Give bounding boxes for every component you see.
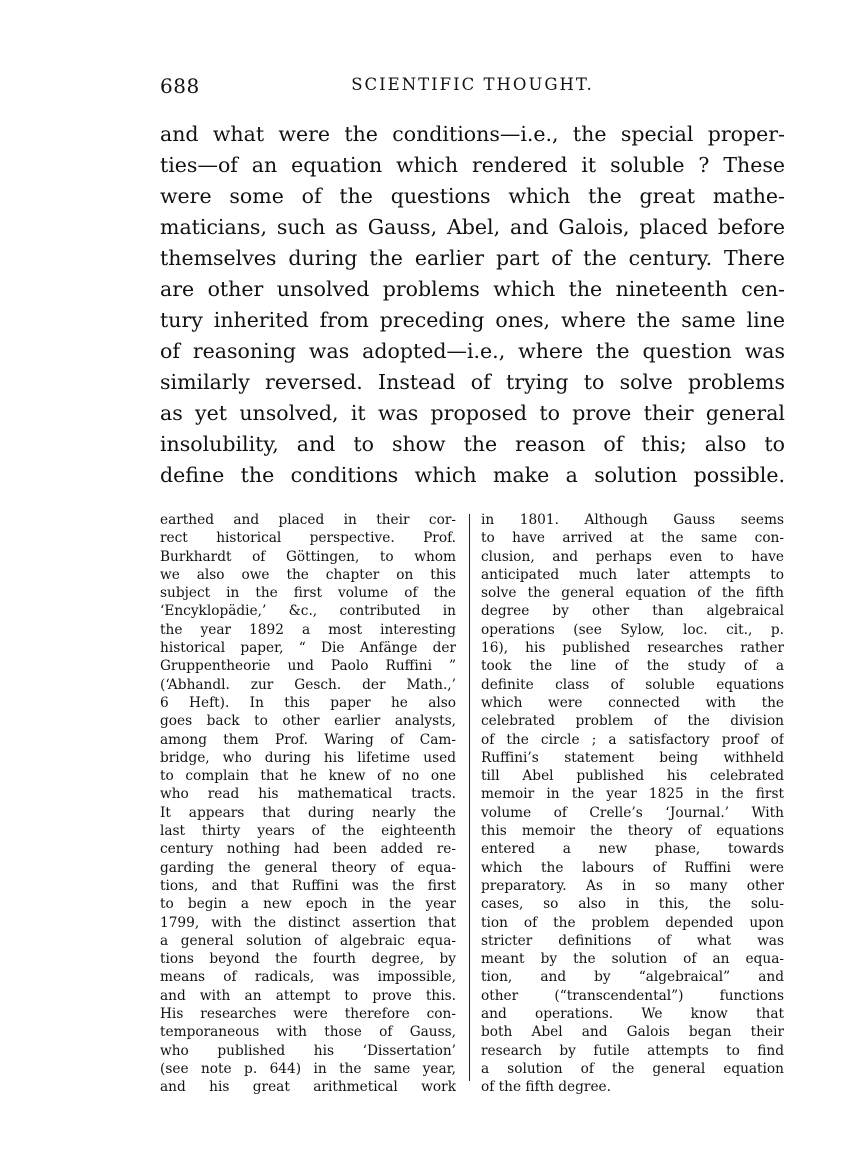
footnote-line: last thirty years of the eighteenth <box>160 823 456 840</box>
footnote-line: to complain that he knew of no one <box>160 768 456 785</box>
footnote-line: who read his mathematical tracts. <box>160 786 456 803</box>
footnote-line: 16), his published researches rather <box>481 640 784 657</box>
footnote-line: and operations. We know that <box>481 1006 784 1023</box>
text-line: were some of the questions which the great mathe- <box>160 184 785 208</box>
footnote-line: tion of the problem depended upon <box>481 914 784 931</box>
footnote-line: and with an attempt to prove this. <box>160 987 456 1004</box>
footnote-line: temporaneous with those of Gauss, <box>160 1024 456 1041</box>
footnote-line: volume of Crelle’s ‘Journal.’ With <box>481 804 784 821</box>
footnote-line: Ruffini’s statement being withheld <box>481 749 784 766</box>
footnote-line: anticipated much later attempts to <box>481 566 784 583</box>
footnote-line: to begin a new epoch in the year <box>160 896 456 913</box>
column-divider <box>469 514 470 1081</box>
text-line: tury inherited from preceding ones, where the same line <box>160 308 785 332</box>
text-line: insolubility, and to show the reason of this; also to <box>160 432 785 456</box>
footnote-right-column <box>481 511 784 1097</box>
footnote-line: Gruppentheorie und Paolo Ruffini ” <box>160 658 456 675</box>
footnote-line: other (“transcendental”) functions <box>481 987 784 1004</box>
footnote-line: of the circle ; a satisfactory proof of <box>481 731 784 748</box>
footnote-line: to have arrived at the same con- <box>481 530 784 547</box>
footnote-line: cases, so also in this, the solu- <box>481 896 784 913</box>
footnote-line: a general solution of algebraic equa- <box>160 932 456 949</box>
footnote-line: bridge, who during his lifetime used <box>160 749 456 766</box>
footnote-line: It appears that during nearly the <box>160 804 456 821</box>
footnote-line: celebrated problem of the division <box>481 713 784 730</box>
footnote-line: took the line of the study of a <box>481 658 784 675</box>
footnote-line: this memoir the theory of equations <box>481 823 784 840</box>
footnote-line: research by futile attempts to find <box>481 1042 784 1059</box>
footnote-line: century nothing had been added re- <box>160 841 456 858</box>
running-head: SCIENTIFIC THOUGHT. <box>351 75 594 94</box>
footnote-line: operations (see Sylow, loc. cit., p. <box>481 621 784 638</box>
text-line: as yet unsolved, it was proposed to prove their general <box>160 401 785 425</box>
footnote-line: a solution of the general equation <box>481 1060 784 1077</box>
footnote-line: 1799, with the distinct assertion that <box>160 914 456 931</box>
footnote-line: His researches were therefore con- <box>160 1006 456 1023</box>
footnote-line: tions, and that Ruffini was the first <box>160 877 456 894</box>
footnote-line: tions beyond the fourth degree, by <box>160 951 456 968</box>
main-paragraph <box>160 119 785 491</box>
footnote-line: which were connected with the <box>481 694 784 711</box>
footnote-line: solve the general equation of the fifth <box>481 585 784 602</box>
footnote-line: both Abel and Galois began their <box>481 1024 784 1041</box>
footnote-line: till Abel published his celebrated <box>481 768 784 785</box>
footnote-line: memoir in the year 1825 in the first <box>481 786 784 803</box>
footnote-line: (‘Abhandl. zur Gesch. der Math.,’ <box>160 676 456 693</box>
footnote-left-column <box>160 511 456 1097</box>
footnote-line: ‘Encyklopädie,’ &c., contributed in <box>160 603 456 620</box>
text-line: define the conditions which make a solution possible. <box>160 463 785 487</box>
footnote-line: tion, and by “algebraical” and <box>481 969 784 986</box>
footnote-line: of the fifth degree. <box>481 1079 612 1096</box>
footnote-line: subject in the first volume of the <box>160 585 456 602</box>
footnote-line: among them Prof. Waring of Cam- <box>160 731 456 748</box>
footnote-line: (see note p. 644) in the same year, <box>160 1060 456 1077</box>
page-header <box>160 74 785 104</box>
footnote-line: rect historical perspective. Prof. <box>160 530 456 547</box>
footnote-line: earthed and placed in their cor- <box>160 512 456 528</box>
text-line: similarly reversed. Instead of trying to solve problems <box>160 370 785 394</box>
text-line: are other unsolved problems which the nineteenth cen- <box>160 277 785 301</box>
footnote-line: clusion, and perhaps even to have <box>481 548 784 565</box>
footnote-line: entered a new phase, towards <box>481 841 784 858</box>
footnote-line: definite class of soluble equations <box>481 676 784 693</box>
footnote-line: in 1801. Although Gauss seems <box>481 512 784 528</box>
footnote-line: means of radicals, was impossible, <box>160 969 456 986</box>
footnote-line: garding the general theory of equa- <box>160 859 456 876</box>
footnote-line: 6 Heft). In this paper he also <box>160 694 456 711</box>
text-line: of reasoning was adopted—i.e., where the question was <box>160 339 785 363</box>
text-line: themselves during the earlier part of the century. There <box>160 246 785 270</box>
footnote-line: stricter definitions of what was <box>481 932 784 949</box>
text-line: and what were the conditions—i.e., the special proper- <box>160 122 785 146</box>
footnote-line: historical paper, “ Die Anfänge der <box>160 640 456 657</box>
footnote-line: Burkhardt of Göttingen, to whom <box>160 548 456 565</box>
footnote-line: the year 1892 a most interesting <box>160 621 456 638</box>
footnote-line: preparatory. As in so many other <box>481 877 784 894</box>
footnote-line: and his great arithmetical work <box>160 1079 456 1096</box>
text-line: maticians, such as Gauss, Abel, and Galois, placed before <box>160 215 785 239</box>
footnote-line: meant by the solution of an equa- <box>481 951 784 968</box>
text-line: ties—of an equation which rendered it soluble ? These <box>160 153 785 177</box>
footnote-line: goes back to other earlier analysts, <box>160 713 456 730</box>
page-number: 688 <box>160 74 200 98</box>
footnote-line: which the labours of Ruffini were <box>481 859 784 876</box>
footnote-line: degree by other than algebraical <box>481 603 784 620</box>
footnote-line: who published his ‘Dissertation’ <box>160 1042 456 1059</box>
footnote-line: we also owe the chapter on this <box>160 566 456 583</box>
